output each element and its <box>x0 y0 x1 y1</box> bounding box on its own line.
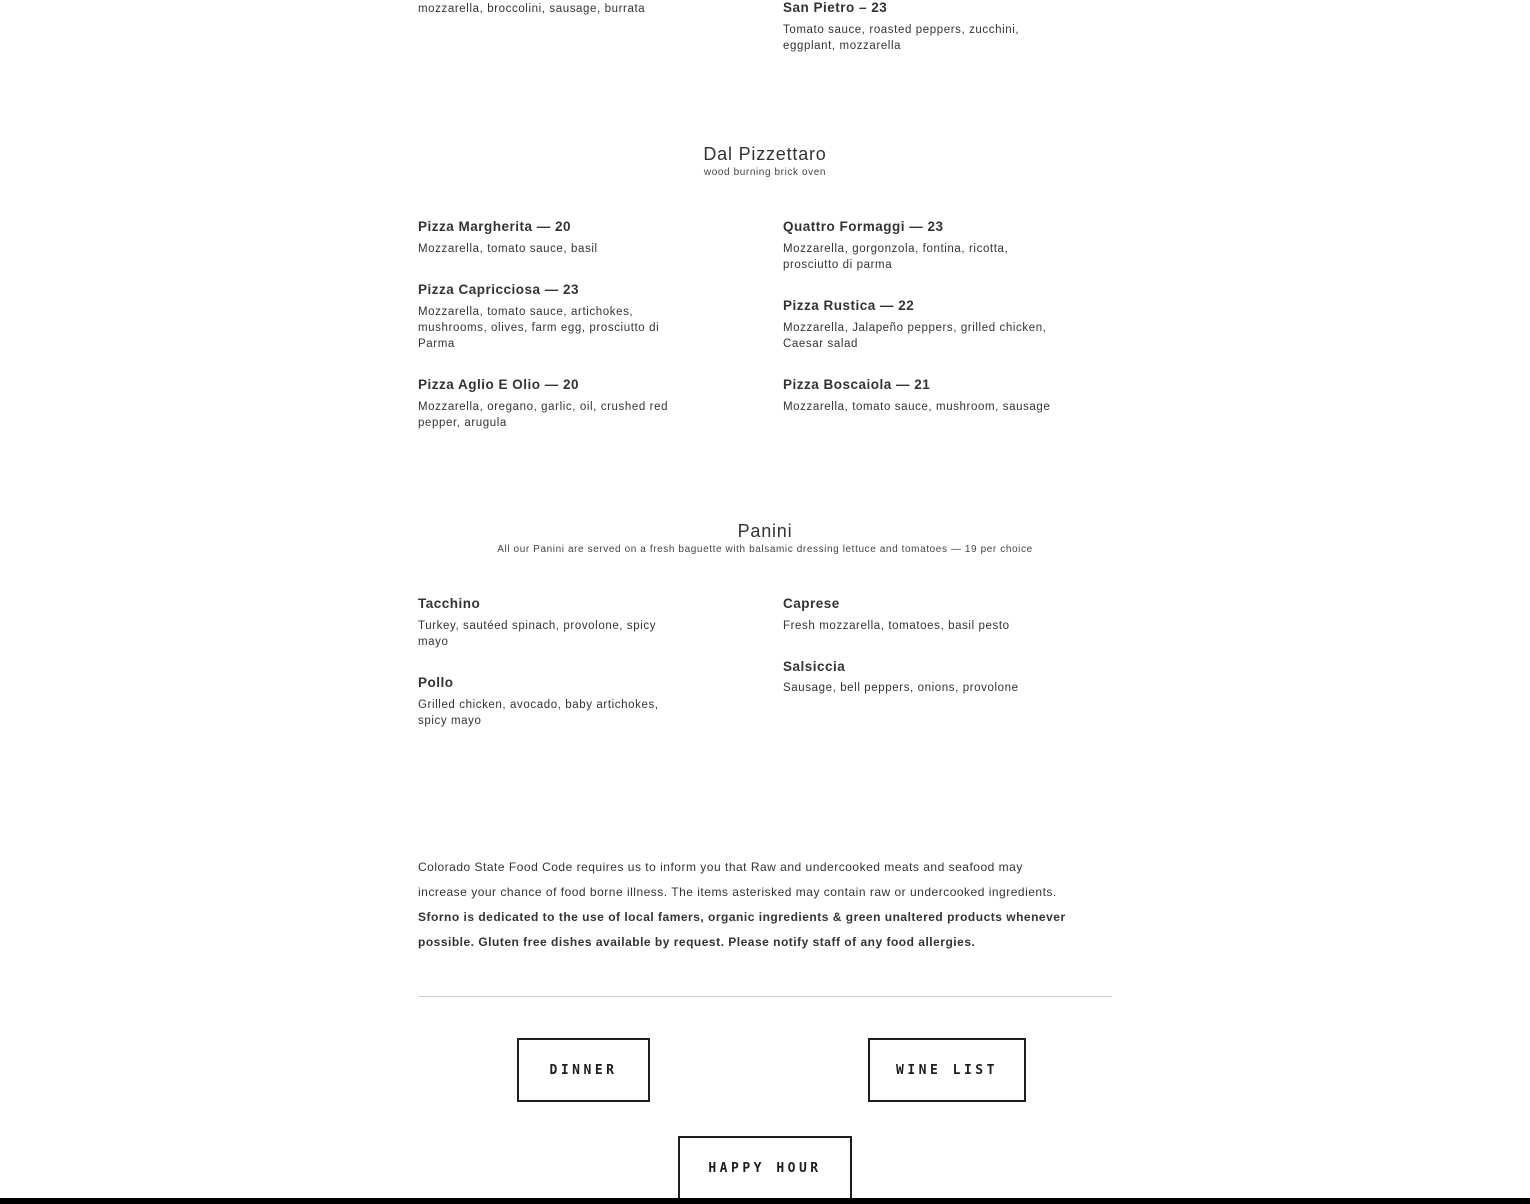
menu-item-name: Tacchino <box>418 596 481 611</box>
desc-line: Tomato sauce, roasted peppers, zucchini, <box>783 24 1020 36</box>
desc-line: Mozzarella, oregano, garlic, oil, crushed red <box>418 401 669 413</box>
menu-item-desc <box>783 320 1046 352</box>
menu-item-desc <box>418 241 598 257</box>
top-right-item-name: San Pietro – 23 <box>783 0 888 15</box>
menu-item-name: Pizza Margherita — 20 <box>418 219 572 234</box>
footer-bar <box>0 1198 1530 1204</box>
notice-line-bold: possible. Gluten free dishes available by request. Please notify staff of any food allergies. <box>418 935 976 949</box>
menu-item-desc <box>783 399 1050 415</box>
menu-item-desc <box>418 618 656 650</box>
divider <box>418 996 1112 997</box>
desc-line: prosciutto di parma <box>783 259 893 271</box>
section-title-pizzettaro: Dal Pizzettaro <box>703 144 827 164</box>
desc-line: Mozzarella, tomato sauce, mushroom, sausage <box>783 401 1051 413</box>
desc-line: Parma <box>418 338 455 350</box>
menu-item-desc <box>418 304 659 352</box>
desc-line: spicy mayo <box>418 715 482 727</box>
section-subtitle-pizzettaro: wood burning brick oven <box>703 167 827 178</box>
menu-item-name: Pizza Rustica — 22 <box>783 298 915 313</box>
desc-line: Mozzarella, tomato sauce, artichokes, <box>418 306 634 318</box>
menu-item-desc <box>418 697 659 729</box>
wine-list-button[interactable]: WINE LIST <box>868 1038 1026 1102</box>
dinner-button[interactable]: DINNER <box>517 1038 650 1102</box>
happy-hour-button[interactable]: HAPPY HOUR <box>678 1136 852 1200</box>
desc-line: Mozzarella, Jalapeño peppers, grilled chicken, <box>783 322 1047 334</box>
section-title-panini: Panini <box>737 521 793 541</box>
desc-line: Caesar salad <box>783 338 858 350</box>
menu-item-name: Salsiccia <box>783 659 846 674</box>
notice-line: increase your chance of food borne illness. The items asterisked may contain raw or undercooked ingredients. <box>418 885 1057 899</box>
desc-line: Sausage, bell peppers, onions, provolone <box>783 682 1019 694</box>
menu-item-name: Pollo <box>418 675 454 690</box>
menu-item-name: Pizza Aglio E Olio — 20 <box>418 377 580 392</box>
desc-line: Grilled chicken, avocado, baby artichokes, <box>418 699 659 711</box>
desc-line: mushrooms, olives, farm egg, prosciutto di <box>418 322 660 334</box>
desc-line: Mozzarella, gorgonzola, fontina, ricotta, <box>783 243 1009 255</box>
menu-item-name: Caprese <box>783 596 840 611</box>
menu-item-name: Pizza Capricciosa — 23 <box>418 282 580 297</box>
notice-line: Colorado State Food Code requires us to inform you that Raw and undercooked meats and seafood may <box>418 860 1023 874</box>
top-right-item-desc <box>783 22 1019 54</box>
menu-item-name: Pizza Boscaiola — 21 <box>783 377 931 392</box>
desc-line: Fresh mozzarella, tomatoes, basil pesto <box>783 620 1010 632</box>
menu-item-desc <box>783 241 1008 273</box>
menu-item-name: Quattro Formaggi — 23 <box>783 219 944 234</box>
menu-item-desc <box>783 680 1019 696</box>
section-subtitle-panini: All our Panini are served on a fresh baguette with balsamic dressing lettuce and tomatoes — 19 per choice <box>497 544 1033 555</box>
desc-line: Turkey, sautéed spinach, provolone, spicy <box>418 620 657 632</box>
menu-item-desc <box>783 618 1010 634</box>
top-left-item-desc: mozzarella, broccolini, sausage, burrata <box>418 3 646 15</box>
desc-line: mayo <box>418 636 449 648</box>
desc-line: Mozzarella, tomato sauce, basil <box>418 243 598 255</box>
menu-item-desc <box>418 399 668 431</box>
notice-line-bold: Sforno is dedicated to the use of local famers, organic ingredients & green unaltered products whenever <box>418 910 1066 924</box>
desc-line: pepper, arugula <box>418 417 507 429</box>
food-code-notice <box>418 855 1118 955</box>
desc-line: eggplant, mozzarella <box>783 40 902 52</box>
